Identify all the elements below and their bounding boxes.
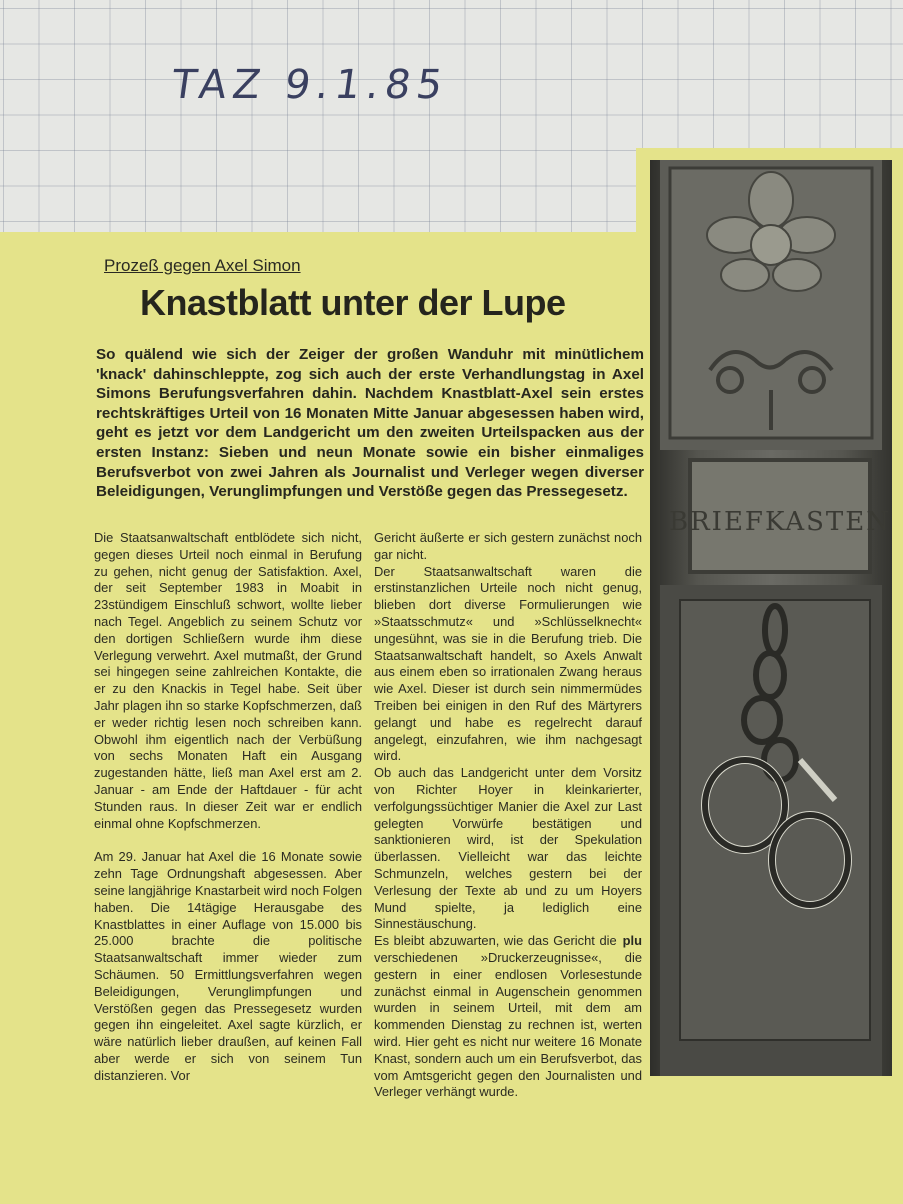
- author-signature: plu: [622, 933, 642, 949]
- article-headline: Knastblatt unter der Lupe: [140, 282, 566, 323]
- paragraph: Am 29. Januar hat Axel die 16 Monate sowie zehn Tage Ordnungshaft abgesessen. Aber seine langjährige Knastarbeit wird noch Folgen haben. Die 14tägige Herausgabe des Knastblattes in einer Auflage von 15.000 bis 25.000 brachte die politische Staatsanwaltschaft immer wieder zum Schäumen. 50 Ermittlungsverfahren wegen Beleidigungen, Verunglimpfungen und Verstößen gegen das Pressegesetz wurden gegen ihn eingeleitet. Axel sagte kürzlich, er wäre natürlich lieber draußen, auf keinen Fall aber werde er sich von seinem Tun distanzieren. Vor: [94, 849, 363, 1083]
- article-overline: Prozeß gegen Axel Simon: [104, 256, 301, 275]
- handwritten-source-note: TAZ 9.1.85: [168, 62, 452, 108]
- paragraph-text: Es bleibt abzuwarten, wie das Gericht die verschiedenen »Druckerzeugnisse«, die gestern in einer endlosen Vorlesestunde zunächst einmal in Augenschein genommen wurden in seinem Urteil, mit dem am kommenden Dienstag zu rechnen ist, werten wird. Hier geht es nicht nur weitere 16 Monate Knast, sondern auch um ein Berufsverbot, das vom Amtsgericht gegen den Journalisten und Verleger verhängt wurde.: [374, 933, 642, 1100]
- paragraph: Die Staatsanwaltschaft entblödete sich nicht, gegen dieses Urteil noch einmal in Berufung zu gehen, nicht genug der Satisfaktion. Axel, der seit September 1983 in Moabit in 23stündigem Einschluß schwort, wollte lieber nach Tegel. Angeblich zu seinem Schutz vor den dortigen Schließern wurde ihm diese Verlegung verwehrt. Axel mutmaßt, der Grund sei hingegen seine zahlreichen Kontakte, die er zu den Knackis in Tegel habe. Seit über Jahr plagen ihn so starke Kopfschmerzen, daß er weder richtig lesen noch schreiben kann. Obwohl ihm eigentlich nach der Verbüßung von sechs Monaten Haft ein Ausgang zugestanden hätte, ließ man Axel erst am 2. Januar - am Ende der Haftdauer - für acht Stunden raus. In dieser Zeit war er endlich einmal ohne Kopfschmerzen.: [94, 530, 362, 831]
- mailbox-photo: [650, 160, 892, 1076]
- article-lead: So quälend wie sich der Zeiger der großen Wanduhr mit minütlichem 'knack' dahinschleppte, zog sich auch der erste Verhandlungstag in Axel Simons Berufungsverfahren dahin. Nachdem Knastblatt-Axel sein erstes rechtskräftiges Urteil von 16 Monaten Mitte Januar abgesessen haben wird, geht es jetzt vor dem Landgericht um den zweiten Urteilspacken aus der ersten Instanz: Sieben und neun Monate sowie ein bisher einmaliges Berufsverbot von zwei Jahren als Journalist und Verleger wegen diverser Beleidigungen, Verunglimpfungen und Verstöße gegen das Pressegesetz.: [96, 346, 644, 501]
- article-column-left: [94, 530, 362, 1085]
- paragraph: Gericht äußerte er sich gestern zunächst noch gar nicht.: [374, 530, 642, 562]
- article-column-right: [374, 530, 642, 1101]
- paragraph: Ob auch das Landgericht unter dem Vorsitz von Richter Hoyer in kleinkarierter, verfolgungssüchtiger Manier die Axel zur Last gelegten Vorwürfe bestätigen und sanktionieren wird, ist der Spekulation überlassen. Vielleicht war das leichte Schmunzeln, welches gestern bei der Verlesung der Texte ab und zu um Hoyers Mund spielte, ja lediglich eine Sinnestäuschung.: [374, 765, 642, 932]
- paragraph: Der Staatsanwaltschaft waren die erstinstanzlichen Urteile noch nicht genug, blieben dort diverse Formulierungen wie »Staatsschmutz« und »Schlüsselknecht« ungesühnt, was sie in die Berufung trieb. Die Staatsanwaltschaft handelt, so Axels Anwalt aus einem eben so irrationalen Zwang heraus wie Axel. Dieser ist durch sein nimmermüdes Treiben bei einigen in den Ruf des Märtyrers gelangt und habe es regelrecht darauf angelegt, einzufahren, wie ihm nachgesagt wird.: [374, 563, 642, 764]
- mailbox-label: BRIEFKASTEN: [668, 507, 892, 537]
- paragraph: [374, 933, 642, 1101]
- mailbox-illustration: [650, 160, 892, 1076]
